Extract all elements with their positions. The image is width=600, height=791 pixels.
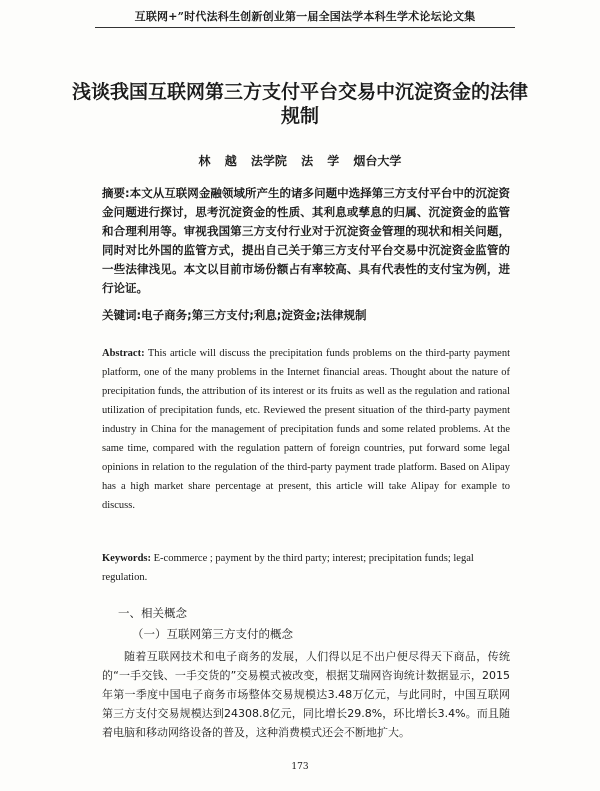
abstract-cn <box>102 184 510 298</box>
keywords-cn-label: 关键词: <box>102 308 142 322</box>
running-header: 互联网+”时代法科生创新创业第一届全国法学本科生学术论坛论文集 <box>134 10 476 23</box>
abstract-en <box>102 344 510 515</box>
keywords-cn-text: 电子商务;第三方支付;利息;淀资金;法律规制 <box>141 308 367 322</box>
keywords-en-label: Keywords: <box>102 553 151 564</box>
abstract-en-label: Abstract: <box>102 348 145 359</box>
abstract-en-text: This article will discuss the precipitation funds problems on the third-party payment platform, one of the many problems in the Internet financial areas. Thought about the nature of precipitation funds, the attribution of its interest or its fruits as well as the regulation and rational utilization of precipitation funds, etc. Reviewed the present situation of the third-party payment industry in China for the management of precipitation funds and some related problems. At the same time, compared with the regulation pattern of foreign countries, put forward some legal opinions in relation to the regulation of the third-party payment trade platform. Based on Alipay has a high market share percentage at present, this article will take Alipay for example to discuss. <box>102 348 510 511</box>
section-heading-1: 一、相关概念 <box>118 606 187 620</box>
header-rule <box>95 27 515 28</box>
abstract-cn-label: 摘要: <box>102 186 130 200</box>
article-title: 浅谈我国互联网第三方支付平台交易中沉淀资金的法律规制 <box>71 81 528 127</box>
author-line: 林 越 法学院 法 学 烟台大学 <box>198 154 402 168</box>
keywords-en-text: E-commerce ; payment by the third party; interest; precipitation funds; legal regulation. <box>102 553 474 583</box>
keywords-en <box>102 549 510 587</box>
body-paragraph: 随着互联网技术和电子商务的发展，人们得以足不出户便尽得天下商品，传统的“一手交钱、一手交货的”交易模式被改变，根据艾瑞网咨询统计数据显示，2015年第一季度中国电子商务市场整体交易规模达3.48万亿元，与此同时，中国互联网第三方支付交易规模达到24308.8亿元，同比增长29.8%，环比增长3.4%。而且随着电脑和移动网络设备的普及，这种消费模式还会不断地扩大。 <box>102 650 510 739</box>
subsection-heading-1-1: （一）互联网第三方支付的概念 <box>132 627 293 641</box>
page-number: 173 <box>291 762 309 772</box>
abstract-cn-text: 本文从互联网金融领域所产生的诸多问题中选择第三方支付平台中的沉淀资金问题进行探讨，思考沉淀资金的性质、其利息或孳息的归属、沉淀资金的监管和合理利用等。审视我国第三方支付行业对于沉淀资金管理的现状和相关问题，同时对比外国的监管方式，提出自己关于第三方支付平台交易中沉淀资金监管的一些法律浅见。本文以目前市场份额占有率较高、具有代表性的支付宝为例，进行论证。 <box>102 186 510 295</box>
keywords-cn <box>102 306 510 324</box>
